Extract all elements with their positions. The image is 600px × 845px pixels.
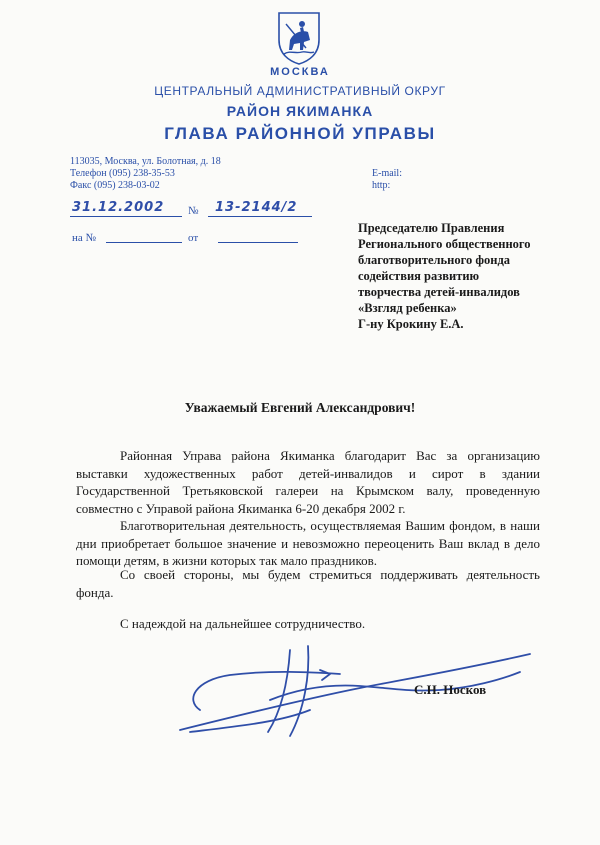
number-label: №	[188, 205, 199, 217]
date-underline	[70, 216, 182, 217]
letterhead-address: 113035, Москва, ул. Болотная, д. 18	[70, 156, 221, 167]
outgoing-number: 13-2144/2	[215, 200, 298, 215]
letterhead-email-label: E-mail:	[372, 168, 402, 179]
addressee-line: благотворительного фонда	[358, 253, 511, 267]
letterhead-http-label: http:	[372, 180, 391, 191]
body-paragraph: Со своей стороны, мы будем стремиться поддерживать деятельность фонда.	[76, 567, 540, 600]
addressee-line: Г-ну Крокину Е.А.	[358, 317, 464, 331]
reply-number-underline	[106, 242, 182, 243]
addressee-line: содействия развитию	[358, 269, 480, 283]
closing-line: С надеждой на дальнейшее сотрудничество.	[120, 616, 366, 631]
addressee-line: творчества детей-инвалидов	[358, 285, 520, 299]
body-paragraph: Благотворительная деятельность, осуществляемая Вашим фондом, в наши дни приобретает большое значение и невозможно переоценить Ваш вклад в дело помощи детям, в жизни которых так мало праздников.	[76, 518, 540, 569]
letterhead-city: МОСКВА	[270, 66, 330, 78]
salutation: Уважаемый Евгений Александрович!	[184, 400, 416, 415]
moscow-coat-of-arms-icon	[276, 10, 322, 66]
addressee-block	[358, 220, 588, 332]
body-paragraph: Районная Управа района Якиманка благодарит Вас за организацию выставки художественных работ детей-инвалидов и сирот в здании Государственной Третьяковской галереи на Крымском валу, проведенную совместно с Управой района Якиманка 6-20 декабря 2002 г.	[76, 448, 540, 516]
from-label: от	[188, 232, 199, 244]
reply-date-underline	[218, 242, 298, 243]
reply-to-label: на №	[72, 232, 97, 244]
letterhead-okrug: ЦЕНТРАЛЬНЫЙ АДМИНИСТРАТИВНЫЙ ОКРУГ	[154, 84, 446, 98]
addressee-line: Председателю Правления	[358, 221, 505, 235]
signer-name: С.Н. Носков	[414, 682, 487, 697]
addressee-line: «Взгляд ребенка»	[358, 301, 457, 315]
number-underline	[208, 216, 312, 217]
letterhead-office: ГЛАВА РАЙОННОЙ УПРАВЫ	[164, 124, 436, 143]
letterhead-rayon: РАЙОН ЯКИМАНКА	[226, 103, 374, 119]
addressee-line: Регионального общественного	[358, 237, 531, 251]
outgoing-date: 31.12.2002	[72, 200, 165, 215]
letterhead-fax: Факс (095) 238-03-02	[70, 180, 160, 191]
letterhead-phone: Телефон (095) 238-35-53	[70, 168, 175, 179]
